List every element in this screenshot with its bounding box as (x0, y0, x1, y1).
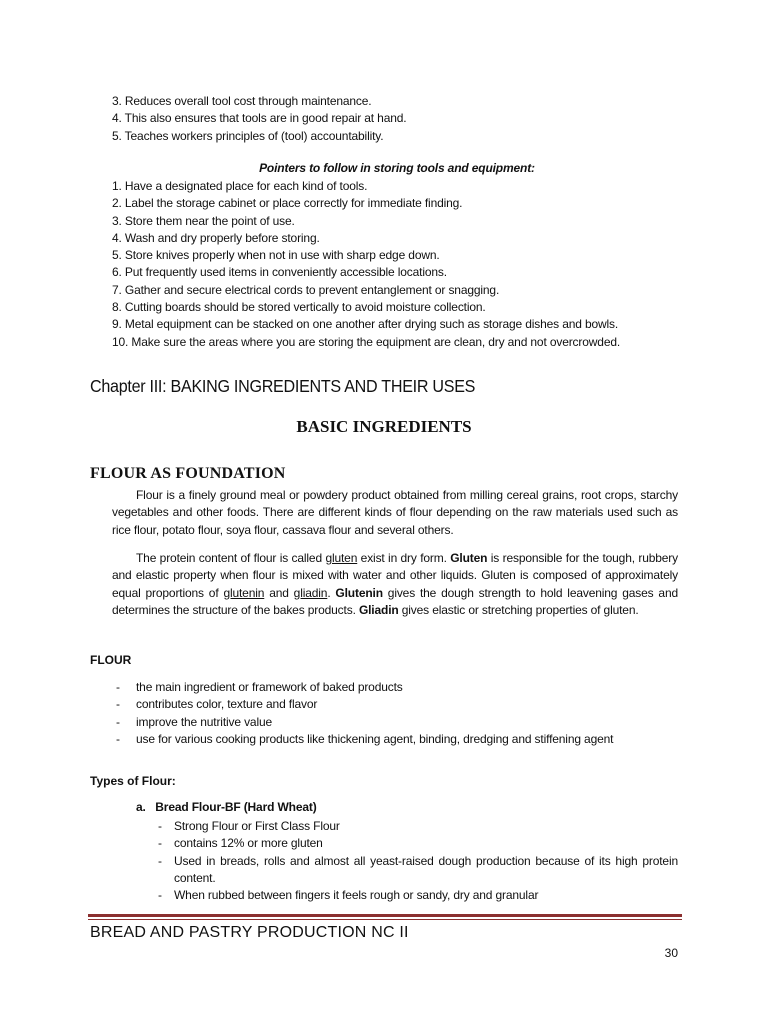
footer-rule (88, 914, 682, 917)
glutenin-bold: Glutenin (335, 585, 383, 600)
glutenin-term: glutenin (223, 585, 265, 600)
flour-list (112, 679, 682, 748)
storing-list (112, 178, 682, 351)
footer-rule-thin (88, 919, 682, 920)
flour-foundation-heading: FLOUR AS FOUNDATION (90, 465, 286, 482)
list-item: - use for various cooking products like thickening agent, binding, dredging and stiffening agent (112, 731, 682, 748)
bread-flour-heading: a. Bread Flour-BF (Hard Wheat) (136, 800, 317, 814)
list-item: - contributes color, texture and flavor (112, 696, 682, 713)
gluten-bold: Gluten (450, 551, 488, 565)
list-item: - When rubbed between fingers it feels rough or sandy, dry and granular (158, 887, 678, 904)
footer-title: BREAD AND PASTRY PRODUCTION NC II (90, 924, 409, 941)
chapter-title: Chapter III: BAKING INGREDIENTS AND THEIR USES (90, 376, 476, 396)
storing-heading: Pointers to follow in storing tools and equipment: (259, 161, 535, 175)
list-item: 2. Label the storage cabinet or place correctly for immediate finding. (112, 196, 463, 211)
list-item: 4. Wash and dry properly before storing. (112, 230, 320, 245)
gluten-paragraph: The protein content of flour is called gluten exist in dry form. Gluten is responsible for the tough, rubbery and elastic property when flour is mixed with water and other liquids. Gluten is composed of approximately equal proportions of glutenin and gliadin. Glutenin gives the dough strength to hold leavening gases and determines the structure of the bakes products. Gliadin gives elastic or stretching properties of gluten. (112, 551, 678, 617)
flour-definition-paragraph: Flour is a finely ground meal or powdery product obtained from milling cereal grains, root crops, starchy vegetables and other foods. There are different kinds of flour depending on the raw materials used such as rice flour, potato flour, soya flour, cassava flour and several others. (112, 488, 678, 537)
gliadin-term: gliadin (293, 585, 328, 600)
list-item: 8. Cutting boards should be stored vertically to avoid moisture collection. (112, 300, 486, 315)
maintenance-list (112, 93, 682, 145)
list-item: 7. Gather and secure electrical cords to prevent entanglement or snagging. (112, 282, 500, 297)
list-item: 3. Reduces overall tool cost through maintenance. (112, 94, 372, 108)
gliadin-bold: Gliadin (358, 602, 399, 617)
bread-flour-list (158, 818, 678, 904)
page-number: 30 (664, 946, 678, 960)
list-item: - improve the nutritive value (112, 714, 682, 731)
types-of-flour-heading: Types of Flour: (90, 774, 176, 788)
list-item: 9. Metal equipment can be stacked on one another after drying such as storage dishes and bowls. (112, 317, 619, 332)
gluten-term: gluten (325, 551, 358, 565)
list-item: 5. Teaches workers principles of (tool) accountability. (112, 128, 384, 143)
list-item: - Strong Flour or First Class Flour (158, 818, 678, 835)
list-item: 3. Store them near the point of use. (112, 213, 295, 228)
list-item: 6. Put frequently used items in conveniently accessible locations. (112, 265, 447, 280)
list-item: 1. Have a designated place for each kind of tools. (112, 179, 368, 193)
list-item: - contains 12% or more gluten (158, 835, 678, 852)
flour-heading: FLOUR (90, 653, 132, 667)
section-title: BASIC INGREDIENTS (296, 417, 472, 436)
list-item: 5. Store knives properly when not in use with sharp edge down. (112, 248, 440, 263)
list-item: - Used in breads, rolls and almost all yeast-raised dough production because of its high protein content. (158, 853, 678, 888)
list-item: 4. This also ensures that tools are in good repair at hand. (112, 111, 407, 126)
list-item: - the main ingredient or framework of baked products (112, 679, 682, 696)
list-item: 10. Make sure the areas where you are storing the equipment are clean, dry and not overcrowded. (112, 334, 621, 349)
